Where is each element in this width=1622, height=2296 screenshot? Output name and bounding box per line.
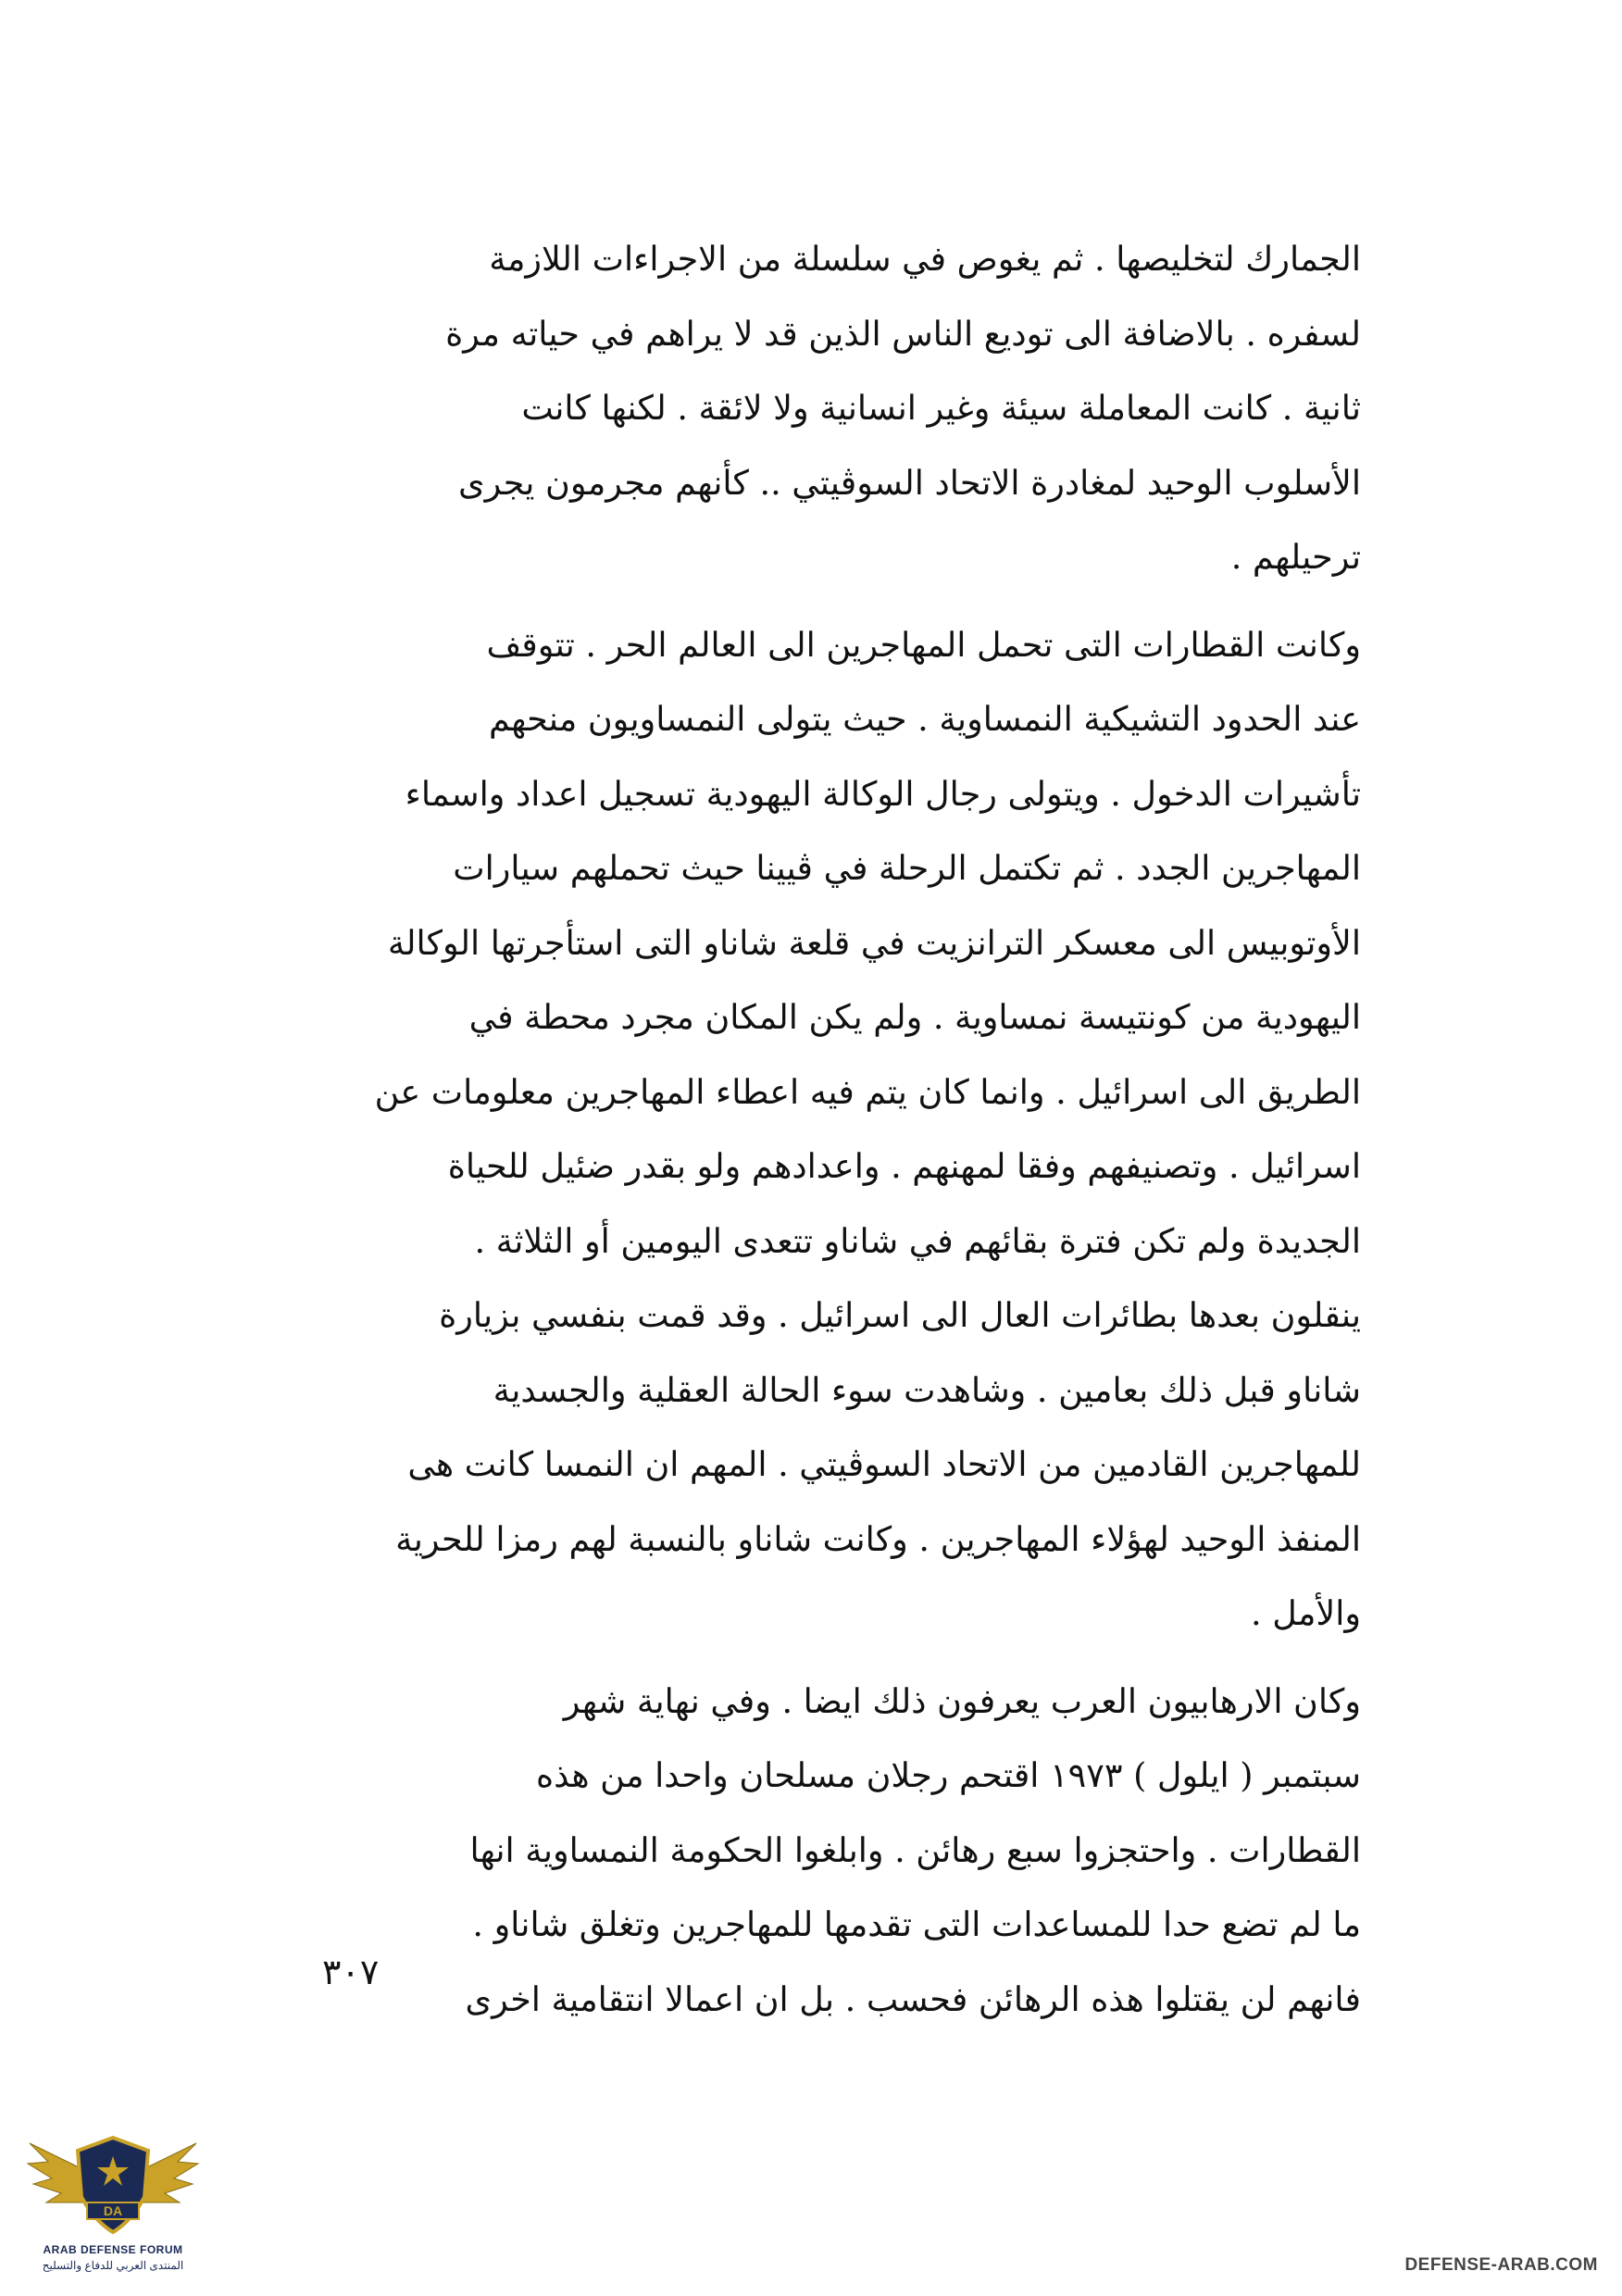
text-line: اسرائيل . وتصنيفهم وفقا لمهنهم . واعدادهم ولو بقدر ضئيل للحياة	[447, 1146, 1361, 1186]
text-line: سبتمبر ( ايلول ) ١٩٧٣ اقتحم رجلان مسلحان واحدا من هذه	[536, 1755, 1361, 1795]
text-line: ما لم تضع حدا للمساعدات التى تقدمها للمهاجرين وتغلق شاناو .	[472, 1904, 1361, 1944]
logo-name-ar: المنتدى العربي للدفاع والتسليح	[42, 2259, 184, 2272]
text-line: المنفذ الوحيد لهؤلاء المهاجرين . وكانت شاناو بالنسبة لهم رمزا للحرية	[395, 1518, 1361, 1559]
text-line: ثانية . كانت المعاملة سيئة وغير انسانية ولا لائقة . لكنها كانت	[521, 388, 1361, 428]
text-line: شاناو قبل ذلك بعامين . وشاهدت سوء الحالة العقلية والجسدية	[493, 1369, 1361, 1410]
text-line: للمهاجرين القادمين من الاتحاد السوڤيتي . المهم ان النمسا كانت هى	[407, 1444, 1361, 1484]
body-text	[306, 222, 1361, 2037]
text-line: وكان الارهابيون العرب يعرفون ذلك ايضا . وفي نهاية شهر	[563, 1680, 1361, 1721]
logo-letters: DA	[103, 2203, 123, 2218]
paragraph	[306, 222, 1361, 595]
text-line: الأوتوبيس الى معسكر الترانزيت في قلعة شاناو التى استأجرتها الوكالة	[387, 922, 1361, 963]
text-line: ينقلون بعدها بطائرات العال الى اسرائيل . وقد قمت بنفسي بزيارة	[439, 1295, 1361, 1335]
page-number: ٣٠٧	[322, 1952, 380, 1992]
watermark-site-url: DEFENSE-ARAB.COM	[1404, 2255, 1598, 2275]
text-line: فانهم لن يقتلوا هذه الرهائن فحسب . بل ان اعمالا انتقامية اخرى	[465, 1978, 1361, 2019]
text-line: ترحيلهم .	[1230, 537, 1361, 577]
text-line: الأسلوب الوحيد لمغادرة الاتحاد السوڤيتي .. كأنهم مجرمون يجرى	[458, 462, 1361, 503]
shield-wings-icon	[20, 2125, 206, 2243]
logo-name-en: ARAB DEFENSE FORUM	[43, 2243, 183, 2256]
text-line: الطريق الى اسرائيل . وانما كان يتم فيه اعطاء المهاجرين معلومات عن	[374, 1071, 1361, 1112]
text-line: وكانت القطارات التى تحمل المهاجرين الى العالم الحر . تتوقف	[486, 624, 1361, 665]
text-line: القطارات . واحتجزوا سبع رهائن . وابلغوا الحكومة النمساوية انها	[469, 1829, 1361, 1870]
text-line: لسفره . بالاضافة الى توديع الناس الذين قد لا يراهم في حياته مرة	[445, 313, 1361, 354]
paragraph	[306, 608, 1361, 1652]
text-line: الجمارك لتخليصها . ثم يغوص في سلسلة من الاجراءات اللازمة	[489, 239, 1361, 279]
text-line: المهاجرين الجدد . ثم تكتمل الرحلة في ڤيينا حيث تحملهم سيارات	[453, 848, 1361, 888]
forum-logo	[20, 2125, 206, 2282]
text-line: الجديدة ولم تكن فترة بقائهم في شاناو تتعدى اليومين أو الثلاثة .	[474, 1220, 1361, 1261]
text-line: والأمل .	[1251, 1593, 1361, 1633]
paragraph	[306, 1665, 1361, 2038]
text-line: اليهودية من كونتيسة نمساوية . ولم يكن المكان مجرد محطة في	[468, 997, 1361, 1037]
text-line: عند الحدود التشيكية النمساوية . حيث يتولى النمساويون منحهم	[489, 699, 1361, 739]
text-line: تأشيرات الدخول . ويتولى رجال الوكالة اليهودية تسجيل اعداد واسماء	[405, 773, 1361, 814]
